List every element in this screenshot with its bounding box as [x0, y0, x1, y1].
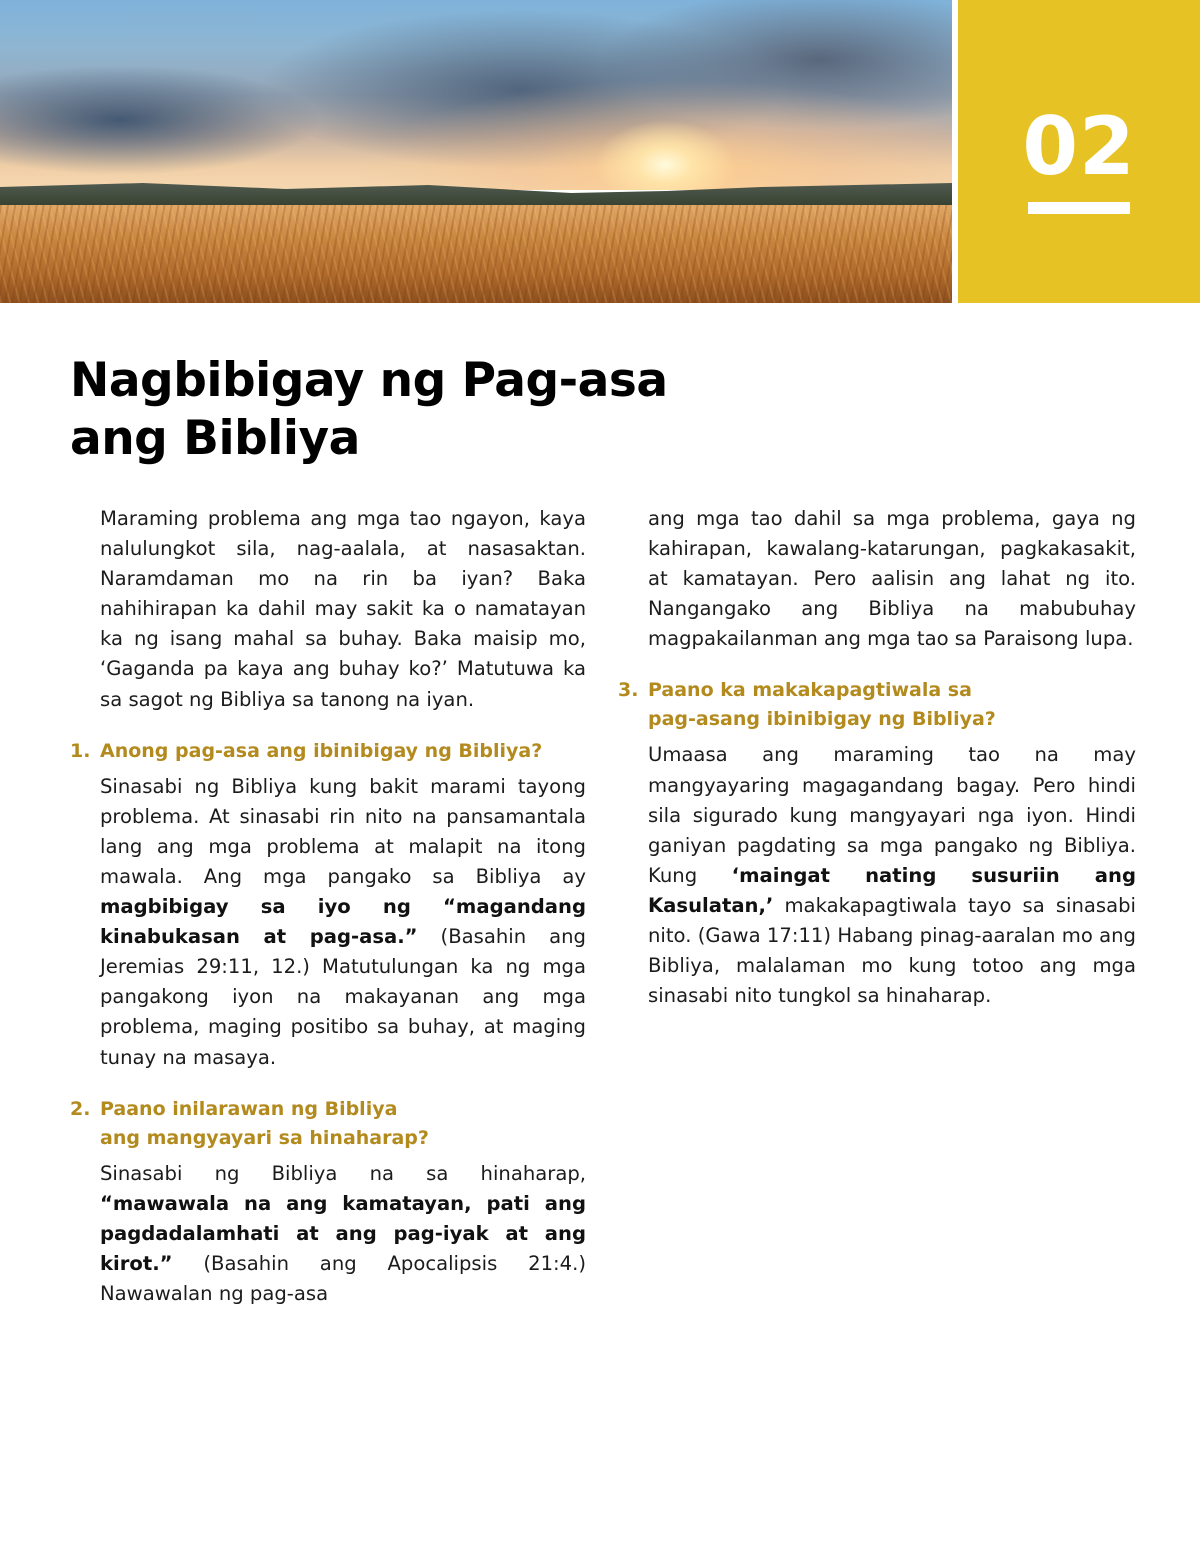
question-2-line-2: ang mangyayari sa hinaharap?: [100, 1126, 429, 1149]
sunset-sky: [0, 0, 952, 190]
question-1-number: 1.: [70, 739, 91, 762]
answer-2-continued: ang mga tao dahil sa mga problema, gaya ng kahirapan, kawalang-katarungan, pagkakasakit, at kamatayan. Pero aalisin ang lahat ng ito. Nangangako ang Bibliya na mabubuhay magpakailanman ang mga tao sa Paraisong lupa.: [648, 507, 1136, 651]
answer-3-text: Umaasa ang maraming tao na may mangyayaring magagandang bagay. Pero hindi sila sigurado kung mangyayari nga iyon. Hindi ganiyan pagdating sa mga pangako ng Bibliya. Kung: [648, 743, 1136, 887]
lesson-number: 02: [1022, 100, 1136, 193]
lesson-number-badge: [958, 0, 1200, 303]
page-title: [70, 352, 770, 468]
answer-2-text-end: (Basahin ang Apocalipsis 21:4.) Nawawalan ng pag-asa: [100, 1251, 586, 1305]
answer-3-emphasis: ‘maingat nating susuriin ang Kasulatan,’: [648, 863, 1136, 917]
header-photo-wheat-field: [0, 0, 952, 303]
answer-2-emphasis: “mawawala na ang kamatayan, pati ang pagdadalamhati at ang pag-iyak at ang kirot.”: [100, 1191, 586, 1275]
question-1-text: Anong pag-asa ang ibinibigay ng Bibliya?: [100, 739, 543, 762]
question-2-number: 2.: [70, 1097, 91, 1120]
intro-paragraph: Maraming problema ang mga tao ngayon, kaya nalulungkot sila, nag-aalala, at nasasaktan. Naramdaman mo na rin ba iyan? Baka nahihirapan ka dahil may sakit ka o namatayan ka ng isang mahal sa buhay. Baka maisip mo, ‘Gaganda pa kaya ang buhay ko?’ Matutuwa ka sa sagot ng Bibliya sa tanong na iyan.: [100, 507, 586, 711]
title-line-2: ang Bibliya: [70, 411, 360, 466]
title-line-1: Nagbibigay ng Pag-asa: [70, 353, 668, 408]
answer-1-emphasis: magbibigay sa iyo ng “magandang kinabukasan at pag-asa.”: [100, 895, 586, 949]
answer-1-text-end: (Basahin ang Jeremias 29:11, 12.) Matutulungan ka ng mga pangakong iyon na makayanan ang mga problema, maging positibo sa buhay, at maging tunay na masaya.: [100, 925, 586, 1069]
question-1-heading: [70, 737, 586, 766]
question-3-line-1: Paano ka makakapagtiwala sa: [648, 679, 972, 702]
question-3-line-2: pag-asang ibinibigay ng Bibliya?: [648, 708, 996, 731]
left-column: [70, 504, 586, 1309]
wheat-field: [0, 205, 952, 303]
answer-3-text-end: makakapagtiwala tayo sa sinasabi nito. (Gawa 17:11) Habang pinag-aaralan mo ang Bibliya, malalaman mo kung totoo ang mga sinasabi nito tungkol sa hinaharap.: [648, 893, 1136, 1008]
question-3-number: 3.: [618, 679, 639, 702]
lesson-number-underline: [1028, 202, 1130, 214]
answer-1-paragraph: [100, 772, 586, 1073]
answer-3-paragraph: [648, 740, 1136, 1011]
question-3-heading: [618, 676, 1136, 734]
question-2-line-1: Paano inilarawan ng Bibliya: [100, 1097, 398, 1120]
answer-2-paragraph: [100, 1159, 586, 1309]
question-2-heading: [70, 1095, 586, 1153]
right-column: [618, 504, 1136, 1011]
answer-1-text: Sinasabi ng Bibliya kung bakit marami tayong problema. At sinasabi rin nito na pansamantala lang ang mga problema at malapit na itong mawala. Ang mga pangako sa Bibliya ay: [100, 774, 586, 888]
answer-2-text: Sinasabi ng Bibliya na sa hinaharap,: [100, 1161, 586, 1185]
